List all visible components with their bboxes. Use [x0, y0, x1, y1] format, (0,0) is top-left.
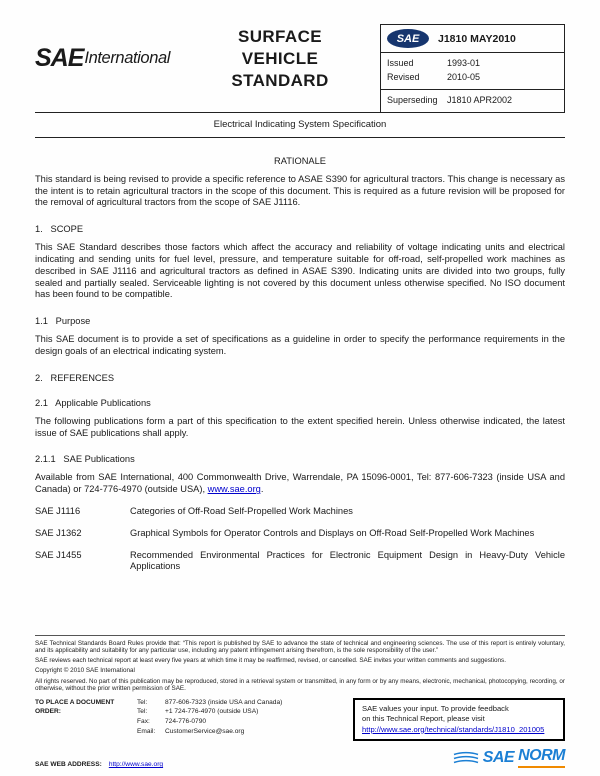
order-value: 724-776-0790 — [165, 718, 207, 726]
order-contact-lines — [137, 698, 282, 738]
meta-row-dates — [381, 52, 564, 89]
reference-item — [35, 528, 565, 540]
document-order-block — [35, 698, 282, 738]
superseding-value: J1810 APR2002 — [447, 94, 513, 105]
feedback-link[interactable]: http://www.sae.org/technical/standards/J1810_201005 — [362, 724, 545, 734]
order-line-tel-1 — [137, 698, 282, 708]
issued-value: 1993-01 — [447, 58, 481, 68]
reference-title: Recommended Environmental Practices for Electronic Equipment Design in Heavy-Duty Vehicle Applications — [130, 549, 565, 572]
web-address-block — [35, 761, 163, 768]
issued-label: Issued — [387, 58, 414, 68]
watermark-norm-text: NORM — [518, 747, 565, 768]
document-meta-box — [380, 24, 565, 112]
reference-item — [35, 506, 565, 518]
sae-norm-watermark — [453, 747, 565, 768]
order-value: 877-606-7323 (inside USA and Canada) — [165, 698, 283, 706]
applicable-publications-heading: 2.1 Applicable Publications — [35, 397, 151, 408]
order-label: TO PLACE A DOCUMENT ORDER: — [35, 698, 115, 716]
scope-paragraph: This SAE Standard describes those factors which affect the accuracy and reliability of voltage indicating units and electrical indicating and sending units for fuel level, pressure, and temperature suitable for off-road, self-propelled work machines as described in SAE J1116 and agricultural tractors as defined in ASAE S390. Indicating units are divided into two groups, fully sealed and partially sealed. Serviceable lighting is not covered by this document unless otherwise specified. No ISO document has been found to be compatible. — [35, 242, 565, 300]
feedback-box — [353, 698, 565, 741]
legal-text-2: SAE reviews each technical report at least every five years at which time it may be reaffirmed, revised, or cancelled. SAE invites your written comments and suggestions. — [35, 657, 506, 665]
web-address-link[interactable]: http://www.sae.org — [108, 761, 164, 768]
order-line-email — [137, 727, 282, 737]
superseding-label: Superseding — [387, 94, 438, 105]
sae-international-logo — [35, 24, 180, 112]
issued-line — [387, 57, 558, 71]
copyright-text: Copyright © 2010 SAE International — [35, 667, 135, 675]
sae-org-link[interactable]: www.sae.org — [207, 484, 261, 495]
order-key: Tel: — [137, 698, 148, 706]
reference-title: Categories of Off-Road Self-Propelled Work Machines — [130, 505, 353, 516]
reference-code: SAE J1116 — [35, 505, 81, 516]
sae-publications-paragraph — [35, 472, 565, 496]
order-email-link[interactable]: CustomerService@sae.org — [165, 728, 245, 736]
legal-text-3: All rights reserved. No part of this publication may be reproduced, stored in a retrieval system or transmitted, in any form or by any means, electronic, mechanical, photocopying, recording, or otherwise, without the prior written permission of SAE. — [35, 677, 565, 693]
meta-row-doc-code — [381, 25, 564, 52]
purpose-paragraph: This SAE document is to provide a set of specifications as a guideline in order to specify the performance requirements in the design goals of an electrical indicating system. — [35, 334, 565, 356]
feedback-text-line-2: on this Technical Report, please visit — [362, 714, 485, 724]
references-heading: 2. REFERENCES — [35, 372, 115, 383]
title-line-1: SURFACE — [237, 27, 323, 46]
revised-line — [387, 71, 558, 85]
title-line-3: STANDARD — [231, 70, 329, 90]
title-line-2: VEHICLE — [241, 48, 319, 68]
order-line-fax — [137, 717, 282, 727]
logo-sae-text: SAE — [35, 44, 84, 73]
logo-international-text: International — [84, 49, 171, 68]
sae-oval-logo-icon: SAE — [387, 29, 429, 48]
meta-row-superseding — [381, 89, 564, 112]
reference-code: SAE J1455 — [35, 549, 82, 560]
sae-publications-heading: 2.1.1 SAE Publications — [35, 454, 135, 465]
reference-title: Graphical Symbols for Operator Controls and Displays on Off-Road Self-Propelled Work Machines — [130, 527, 535, 538]
order-line-tel-2 — [137, 707, 282, 717]
revised-value: 2010-05 — [447, 71, 481, 82]
purpose-heading: 1.1 Purpose — [35, 316, 91, 327]
document-footer — [35, 635, 565, 768]
scope-heading: 1. SCOPE — [35, 224, 84, 235]
availability-text: Available from SAE International, 400 Commonwealth Drive, Warrendale, PA 15096-0001, Tel: 877-606-7323 (inside USA and Canada) or 724-776-4970 (outside USA), — [35, 472, 565, 495]
document-body — [35, 156, 565, 573]
footer-middle-row — [35, 698, 565, 741]
reference-item — [35, 550, 565, 574]
web-address-label: SAE WEB ADDRESS: — [35, 761, 102, 768]
legal-text-1: SAE Technical Standards Board Rules provide that: “This report is published by SAE to advance the state of technical and engineering sciences. The use of this report is entirely voluntary, and its applicability and suitability for any particular use, including any patent infringement arising therefrom, is the sole responsibility of the user.” — [35, 639, 565, 655]
document-subtitle: Electrical Indicating System Specification — [35, 113, 565, 138]
feedback-text-line-1: SAE values your input. To provide feedback — [362, 703, 509, 713]
rationale-heading: RATIONALE — [273, 155, 326, 166]
reference-code: SAE J1362 — [35, 527, 82, 538]
order-value: +1 724-776-4970 (outside USA) — [165, 708, 259, 716]
availability-text-end: . — [260, 484, 264, 495]
rationale-paragraph: This standard is being revised to provide a specific reference to ASAE S390 for agricultural tractors. This change is necessary as the intent is to retain agricultural tractors in the scope of this document. This is required as a future revision will be proposed for the removal of agricultural tractors from the scope of SAE J1116. — [35, 173, 565, 208]
footer-bottom-row — [35, 747, 565, 768]
sae-norm-swoosh-icon — [453, 751, 479, 765]
revised-label: Revised — [387, 71, 420, 82]
document-title — [180, 24, 380, 112]
order-key: Fax: — [137, 718, 150, 726]
document-header — [35, 24, 565, 113]
document-code: J1810 MAY2010 — [438, 32, 516, 45]
watermark-sae-text: SAE — [482, 748, 515, 766]
applicable-publications-paragraph: The following publications form a part of this specification to the extent specified herein. Unless otherwise indicated, the latest issue of SAE publications shall apply. — [35, 415, 565, 438]
order-key: Email: — [137, 728, 156, 736]
order-key: Tel: — [137, 708, 148, 716]
